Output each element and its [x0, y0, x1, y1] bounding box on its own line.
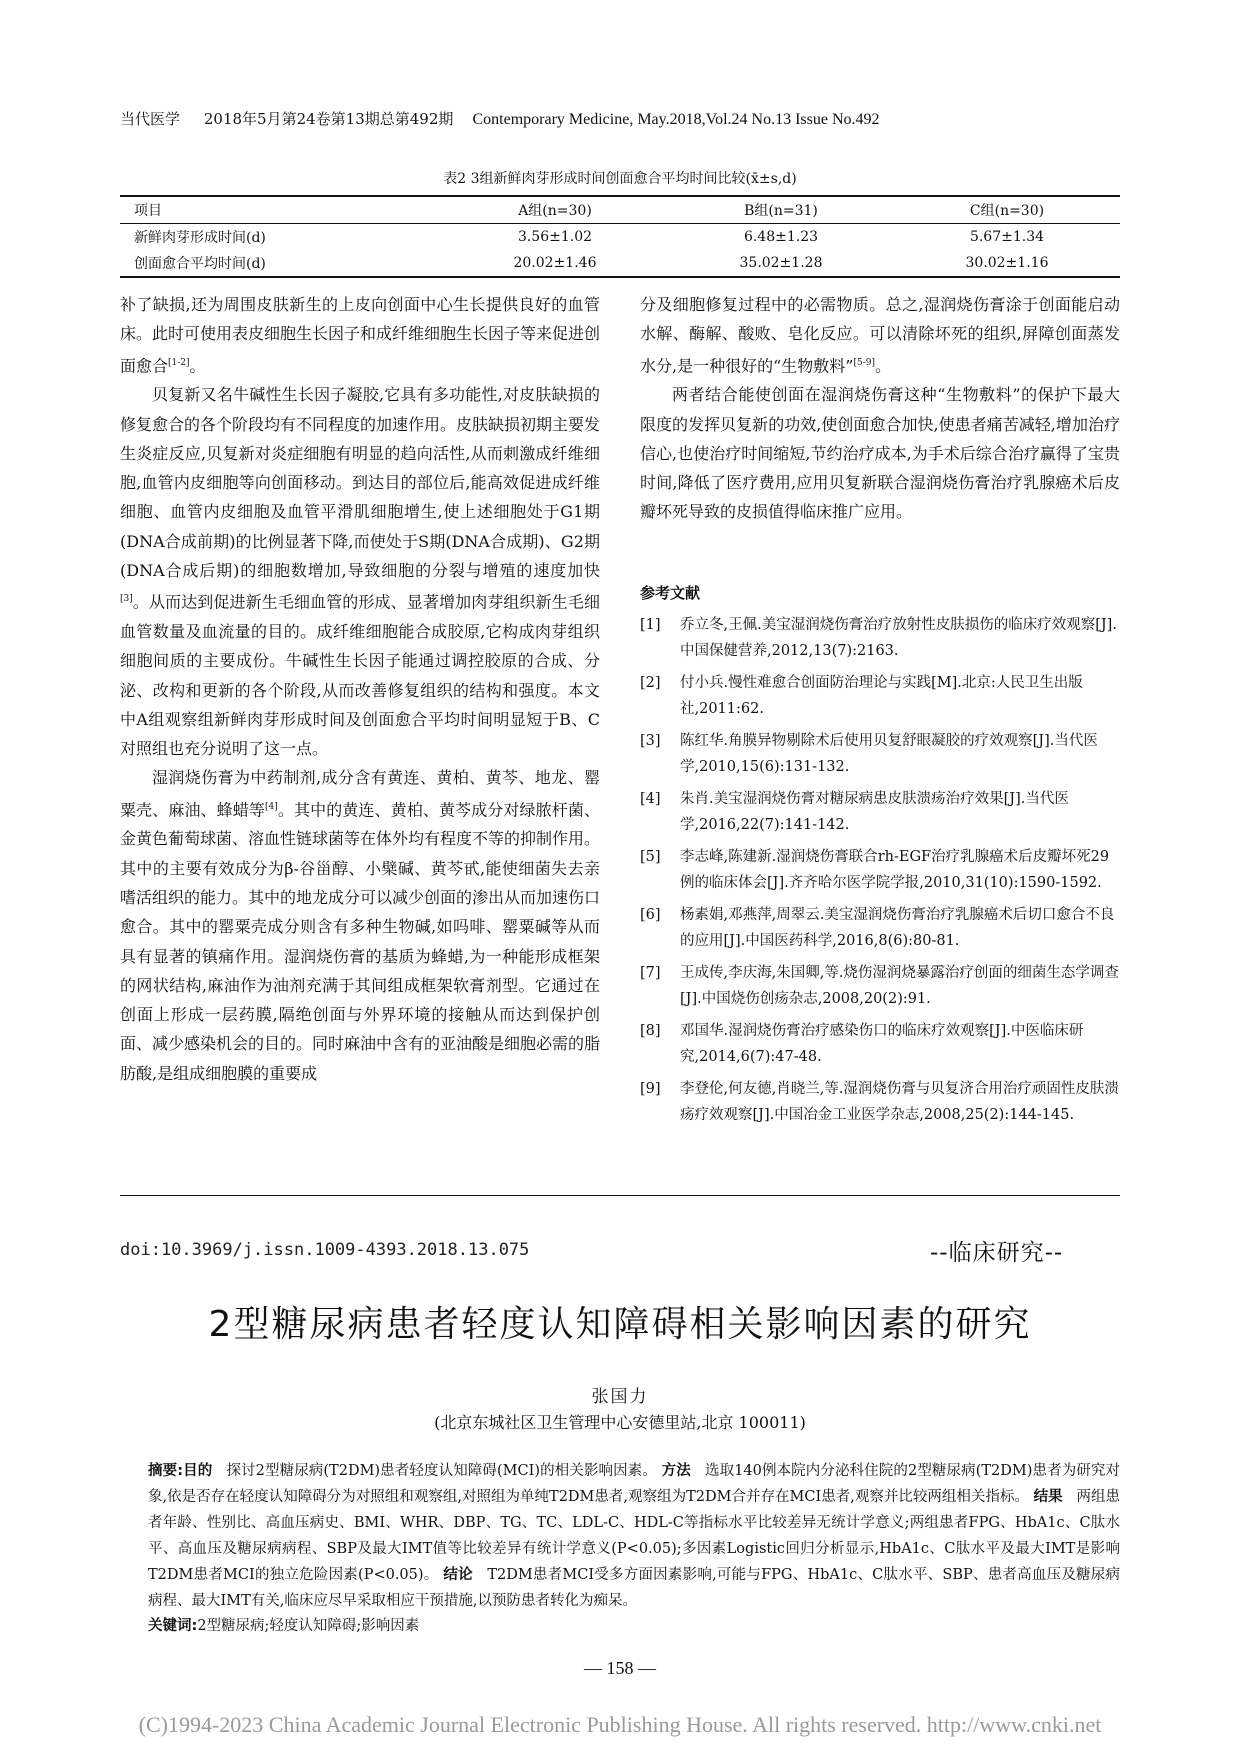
page-number: — 158 — — [584, 1658, 656, 1678]
reference-item — [640, 612, 1120, 664]
reference-text: 杨素娟,邓燕萍,周翠云.美宝湿润烧伤膏治疗乳腺癌术后切口愈合不良的应用[J].中国医药科学,2016,8(6):80-81. — [680, 907, 1115, 949]
paragraph-text: 补了缺损,还为周围皮肤新生的上皮向创面中心生长提供良好的血管床。此时可使用表皮细胞生长因子和成纤维细胞生长因子等来促进创面愈合 — [120, 295, 601, 375]
paragraph — [640, 290, 1120, 380]
doi-text: doi:10.3969/j.issn.1009-4393.2018.13.075 — [120, 1240, 530, 1260]
paragraph-text: 贝复新又名牛碱性生长因子凝胶,它具有多功能性,对皮肤缺损的修复愈合的各个阶段均有不同程度的加速作用。皮肤缺损初期主要发生炎症反应,贝复新对炎症细胞有明显的趋向活性,从而刺激成纤维细胞,血管内皮细胞等向创面移动。到达目的部位后,能高效促进成纤维细胞、血管内皮细胞及血管平滑肌细胞增生,使上述细胞处于G1期(DNA合成前期)的比例显著下降,而使处于S期(DNA合成期)、G2期(DNA合成后期)的细胞数增加,导致细胞的分裂与增殖的速度加快 — [120, 385, 601, 580]
abstract-results: 两组患者年龄、性别比、高血压病史、BMI、WHR、DBP、TG、TC、LDL-C、HDL-C等指标水平比较差异无统计学意义;两组患者FPG、HbA1c、C肽水平、高血压及糖尿病病程、SBP及最大IMT值等比较差异有统计学意义(P<0.05);多因素Logistic回归分析显示,HbA1c、C肽水平及最大IMT是影响T2DM患者MCI的独立危险因素(P<0.05)。 — [148, 1489, 1121, 1583]
table-cell: 新鲜肉芽形成时间(d) — [134, 230, 266, 246]
reference-text: 付小兵.慢性难愈合创面防治理论与实践[M].北京:人民卫生出版社,2011:62. — [680, 675, 1083, 717]
reference-number: [9] — [640, 1081, 661, 1097]
table-header-cell: C组(n=30) — [969, 203, 1045, 219]
abstract-conclusion: T2DM患者MCI受多方面因素影响,可能与FPG、HbA1c、C肽水平、SBP、患者高血压及糖尿病病程、最大IMT有关,临床应尽早采取相应干预措施,以预防患者转化为痴呆。 — [148, 1567, 1121, 1609]
abstract-methods: 选取140例本院内分泌科住院的2型糖尿病(T2DM)患者为研究对象,依是否存在轻度认知障碍分为对照组和观察组,对照组为单纯T2DM患者,观察组为T2DM合并存在MCI患者,观察并比较两组相关指标。 — [148, 1463, 1121, 1505]
running-header — [120, 108, 1120, 129]
results-table — [120, 195, 1120, 278]
table-header-row — [120, 196, 1120, 224]
citation: [5-9] — [853, 357, 875, 368]
reference-item — [640, 960, 1120, 1012]
paragraph-text: 。从而达到促进新生毛细血管的形成、显著增加肉芽组织新生毛细血管数量及血流量的目的。成纤维细胞能合成胶原,它构成肉芽组织细胞间质的主要成份。牛碱性生长因子能通过调控胶原的合成、分泌、改构和更新的各个阶段,从而改善修复组织的结构和强度。本文中A组观察组新鲜肉芽形成时间及创面愈合平均时间明显短于B、C对照组也充分说明了这一点。 — [120, 592, 600, 759]
reference-item — [640, 1018, 1120, 1070]
reference-item — [640, 844, 1120, 896]
section-label: --临床研究-- — [930, 1240, 1064, 1266]
journal-name-cn: 当代医学 — [120, 110, 181, 128]
abstract-purpose: 探讨2型糖尿病(T2DM)患者轻度认知障碍(MCI)的相关影响因素。 — [226, 1463, 657, 1479]
table-cell: 6.48±1.23 — [743, 229, 819, 245]
left-column — [120, 290, 600, 1088]
abstract-label: 摘要:目的 — [148, 1463, 213, 1479]
references-title: 参考文献 — [640, 584, 701, 602]
paragraph — [120, 763, 600, 1088]
reference-text: 李登伦,何友德,肖晓兰,等.湿润烧伤膏与贝复济合用治疗顽固性皮肤溃疡疗效观察[J].中国冶金工业医学杂志,2008,25(2):144-145. — [680, 1081, 1119, 1123]
paragraph-text: 湿润烧伤膏为中药制剂,成分含有黄连、黄柏、黄芩、地龙、罂粟壳、麻油、蜂蜡等 — [120, 768, 600, 820]
reference-number: [1] — [640, 617, 661, 633]
reference-number: [3] — [640, 733, 661, 749]
citation: [1-2] — [168, 357, 190, 368]
citation: [4] — [265, 801, 278, 812]
table-header-cell: 项目 — [134, 203, 162, 219]
reference-text: 王成传,李庆海,朱国卿,等.烧伤湿润烧暴露治疗创面的细菌生态学调查[J].中国烧伤创疡杂志,2008,20(2):91. — [680, 965, 1119, 1007]
paragraph — [120, 380, 600, 763]
journal-info-en: Contemporary Medicine, May.2018,Vol.24 No.13 Issue No.492 — [472, 111, 880, 128]
reference-text: 乔立冬,王佩.美宝湿润烧伤膏治疗放射性皮肤损伤的临床疗效观察[J].中国保健营养,2012,13(7):2163. — [680, 617, 1117, 659]
reference-number: [2] — [640, 675, 661, 691]
methods-label: 方法 — [661, 1463, 691, 1479]
issue-info-cn: 2018年5月第24卷第13期总第492期 — [203, 110, 454, 128]
paragraph: 两者结合能使创面在湿润烧伤膏这种“生物敷料”的保护下最大限度的发挥贝复新的功效,使创面愈合加快,使患者痛苦减轻,增加治疗信心,也使治疗时间缩短,节约治疗成本,为手术后综合治疗赢得了宝贵时间,降低了医疗费用,应用贝复新联合湿润烧伤膏治疗乳腺癌术后皮瓣坏死导致的皮损值得临床推广应用。 — [640, 385, 1120, 522]
table-cell: 35.02±1.28 — [739, 255, 823, 271]
section-divider — [120, 1195, 1120, 1196]
table-header-cell: A组(n=30) — [518, 203, 592, 219]
table-cell: 创面愈合平均时间(d) — [134, 256, 266, 272]
reference-text: 朱肖.美宝湿润烧伤膏对糖尿病患皮肤溃疡治疗效果[J].当代医学,2016,22(7):141-142. — [680, 791, 1069, 833]
keywords-text: 2型糖尿病;轻度认知障碍;影响因素 — [197, 1618, 420, 1634]
table-cell: 3.56±1.02 — [517, 229, 593, 245]
reference-item — [640, 1076, 1120, 1128]
reference-number: [7] — [640, 965, 661, 981]
reference-text: 李志峰,陈建新.湿润烧伤膏联合rh-EGF治疗乳腺癌术后皮瓣坏死29例的临床体会[J].齐齐哈尔医学院学报,2010,31(10):1590-1592. — [680, 849, 1110, 891]
table-cell: 20.02±1.46 — [513, 255, 597, 271]
article-title: 2型糖尿病患者轻度认知障碍相关影响因素的研究 — [208, 1304, 1032, 1345]
paragraph-text: 。其中的黄连、黄柏、黄芩成分对绿脓杆菌、金黄色葡萄球菌、溶血性链球菌等在体外均有程度不等的抑制作用。其中的主要有效成分为β-谷甾醇、小檗碱、黄芩甙,能使细菌失去亲嗜活组织的能力。其中的地龙成分可以减少创面的渗出从而加速伤口愈合。其中的罂粟壳成分则含有多种生物碱,如吗啡、罂粟碱等从而具有显著的镇痛作用。湿润烧伤膏的基质为蜂蜡,为一种能形成框架的网状结构,麻油作为油剂充满于其间组成框架软膏剂型。它通过在创面上形成一层药膜,隔绝创面与外界环境的接触从而达到保护创面、减少感染机会的目的。同时麻油中含有的亚油酸是细胞必需的脂肪酸,是组成细胞膜的重要成 — [120, 800, 601, 1083]
keywords-label: 关键词: — [148, 1618, 198, 1634]
paragraph-end: 。 — [874, 355, 891, 375]
table-header-cell: B组(n=31) — [744, 203, 818, 219]
reference-item — [640, 728, 1120, 780]
reference-number: [4] — [640, 791, 661, 807]
copyright-watermark: (C)1994-2023 China Academic Journal Electronic Publishing House. All rights reserved. http://www.cnki.net — [138, 1712, 1102, 1737]
abstract — [148, 1458, 1120, 1614]
author-name: 张国力 — [591, 1387, 649, 1407]
reference-number: [6] — [640, 907, 661, 923]
right-column — [640, 290, 1120, 527]
table-row — [120, 250, 1120, 277]
author-affiliation: (北京东城社区卫生管理中心安德里站,北京 100011) — [434, 1413, 806, 1432]
table-caption: 表2 3组新鲜肉芽形成时间创面愈合平均时间比较(x̄±s,d) — [443, 171, 797, 187]
conclusion-label: 结论 — [443, 1567, 473, 1583]
table-row — [120, 224, 1120, 251]
table-cell: 5.67±1.34 — [969, 229, 1045, 245]
reference-number: [5] — [640, 849, 661, 865]
reference-item — [640, 670, 1120, 722]
results-label: 结果 — [1033, 1489, 1063, 1505]
reference-number: [8] — [640, 1023, 661, 1039]
references-list — [640, 612, 1120, 1134]
reference-text: 陈红华.角膜异物剔除术后使用贝复舒眼凝胶的疗效观察[J].当代医学,2010,15(6):131-132. — [680, 733, 1098, 775]
paragraph — [120, 290, 600, 380]
reference-item — [640, 786, 1120, 838]
keywords — [148, 1614, 419, 1635]
table-cell: 30.02±1.16 — [965, 255, 1049, 271]
paragraph-text: 分及细胞修复过程中的必需物质。总之,湿润烧伤膏涂于创面能启动水解、酶解、酸败、皂化反应。可以清除坏死的组织,屏障创面蒸发水分,是一种很好的“生物敷料” — [640, 295, 1120, 375]
reference-text: 邓国华.湿润烧伤膏治疗感染伤口的临床疗效观察[J].中医临床研究,2014,6(7):47-48. — [680, 1023, 1084, 1065]
citation: [3] — [120, 594, 133, 605]
reference-item — [640, 902, 1120, 954]
paragraph-end: 。 — [189, 355, 206, 375]
